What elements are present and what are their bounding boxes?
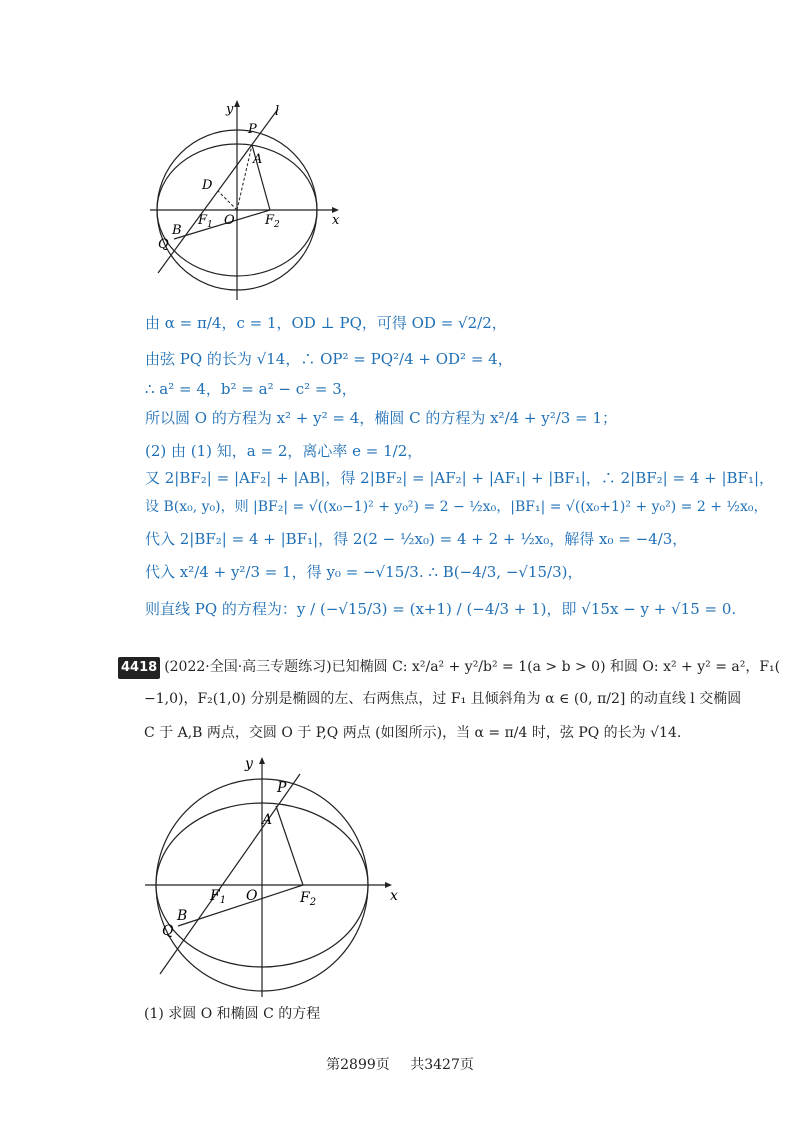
solution-line-4: 所以圆 O 的方程为 x² + y² = 4，椭圆 C 的方程为 x²/4 + y²/3 = 1； bbox=[145, 409, 618, 427]
label-y: y bbox=[226, 102, 234, 117]
segment-od bbox=[218, 191, 237, 210]
y-axis-arrow-icon bbox=[234, 100, 240, 107]
problem-line-1 bbox=[118, 656, 780, 679]
label-o: O bbox=[224, 213, 235, 228]
solution-line-7: 设 B(x₀, y₀)，则 |BF₂| = √((x₀−1)² + y₀²) = 2 − ½x₀，|BF₁| = √((x₀+1)² + y₀²) = 2 + ½x₀， bbox=[145, 499, 768, 515]
label-b: B bbox=[172, 223, 182, 238]
solution-line-3: ∴ a² = 4，b² = a² − c² = 3， bbox=[145, 380, 357, 398]
label-f2: $F_2$ bbox=[300, 890, 317, 908]
label-y: y bbox=[245, 756, 253, 772]
problem-number-badge: 4418 bbox=[118, 657, 160, 679]
segment-bf2 bbox=[178, 885, 303, 926]
figure-1-ellipse-circle bbox=[140, 95, 360, 305]
label-b: B bbox=[177, 908, 188, 924]
problem-line-3: C 于 A,B 两点，交圆 O 于 P,Q 两点 (如图所示)，当 α = π/4 时，弦 PQ 的长为 √14. bbox=[144, 725, 682, 741]
label-l: l bbox=[275, 104, 280, 119]
question-1: (1) 求圆 O 和椭圆 C 的方程 bbox=[144, 1006, 321, 1022]
label-f1: $F_1$ bbox=[210, 888, 227, 906]
solution-line-5: (2) 由 (1) 知，a = 2，离心率 e = 1/2， bbox=[145, 442, 423, 460]
page-footer bbox=[0, 1054, 800, 1074]
label-a: A bbox=[262, 812, 273, 828]
label-a: A bbox=[253, 152, 263, 167]
problem-line-1-text: (2022·全国·高三专题练习)已知椭圆 C: x²/a² + y²/b² = 1(a > b > 0) 和圆 O: x² + y² = a²，F₁( bbox=[164, 659, 781, 675]
segment-bf2 bbox=[174, 210, 270, 239]
page-number: 第2899页 bbox=[326, 1057, 390, 1073]
label-q: Q bbox=[158, 237, 169, 252]
total-pages: 共3427页 bbox=[410, 1057, 474, 1073]
figure-2-ellipse-circle bbox=[140, 752, 410, 1002]
label-f2: $F_2$ bbox=[265, 213, 280, 230]
line-l bbox=[160, 774, 300, 974]
label-f1: $F_1$ bbox=[198, 213, 213, 230]
label-p: P bbox=[248, 122, 257, 137]
label-d: D bbox=[202, 178, 213, 193]
problem-line-2: −1,0)，F₂(1,0) 分别是椭圆的左、右两焦点，过 F₁ 且倾斜角为 α ∈ (0, π/2] 的动直线 l 交椭圆 bbox=[144, 691, 742, 707]
solution-line-2: 由弦 PQ 的长为 √14，∴ OP² = PQ²/4 + OD² = 4， bbox=[145, 350, 513, 368]
label-x: x bbox=[390, 888, 398, 904]
label-x: x bbox=[332, 213, 340, 228]
solution-line-9: 代入 x²/4 + y²/3 = 1，得 y₀ = −√15/3. ∴ B(−4/3, −√15/3)， bbox=[145, 563, 583, 581]
label-p: P bbox=[277, 780, 287, 796]
solution-line-8: 代入 2|BF₂| = 4 + |BF₁|，得 2(2 − ½x₀) = 4 + 2 + ½x₀，解得 x₀ = −4/3， bbox=[145, 530, 688, 548]
segment-af2 bbox=[276, 806, 303, 885]
solution-line-6: 又 2|BF₂| = |AF₂| + |AB|，得 2|BF₂| = |AF₂| + |AF₁| + |BF₁|，∴ 2|BF₂| = 4 + |BF₁|， bbox=[145, 469, 775, 487]
label-q: Q bbox=[162, 923, 174, 939]
y-axis-arrow-icon bbox=[259, 757, 265, 764]
solution-line-1: 由 α = π/4，c = 1，OD ⊥ PQ，可得 OD = √2/2， bbox=[145, 314, 507, 332]
solution-line-10: 则直线 PQ 的方程为：y / (−√15/3) = (x+1) / (−4/3 + 1)，即 √15x − y + √15 = 0. bbox=[145, 600, 737, 618]
label-o: O bbox=[246, 888, 258, 904]
